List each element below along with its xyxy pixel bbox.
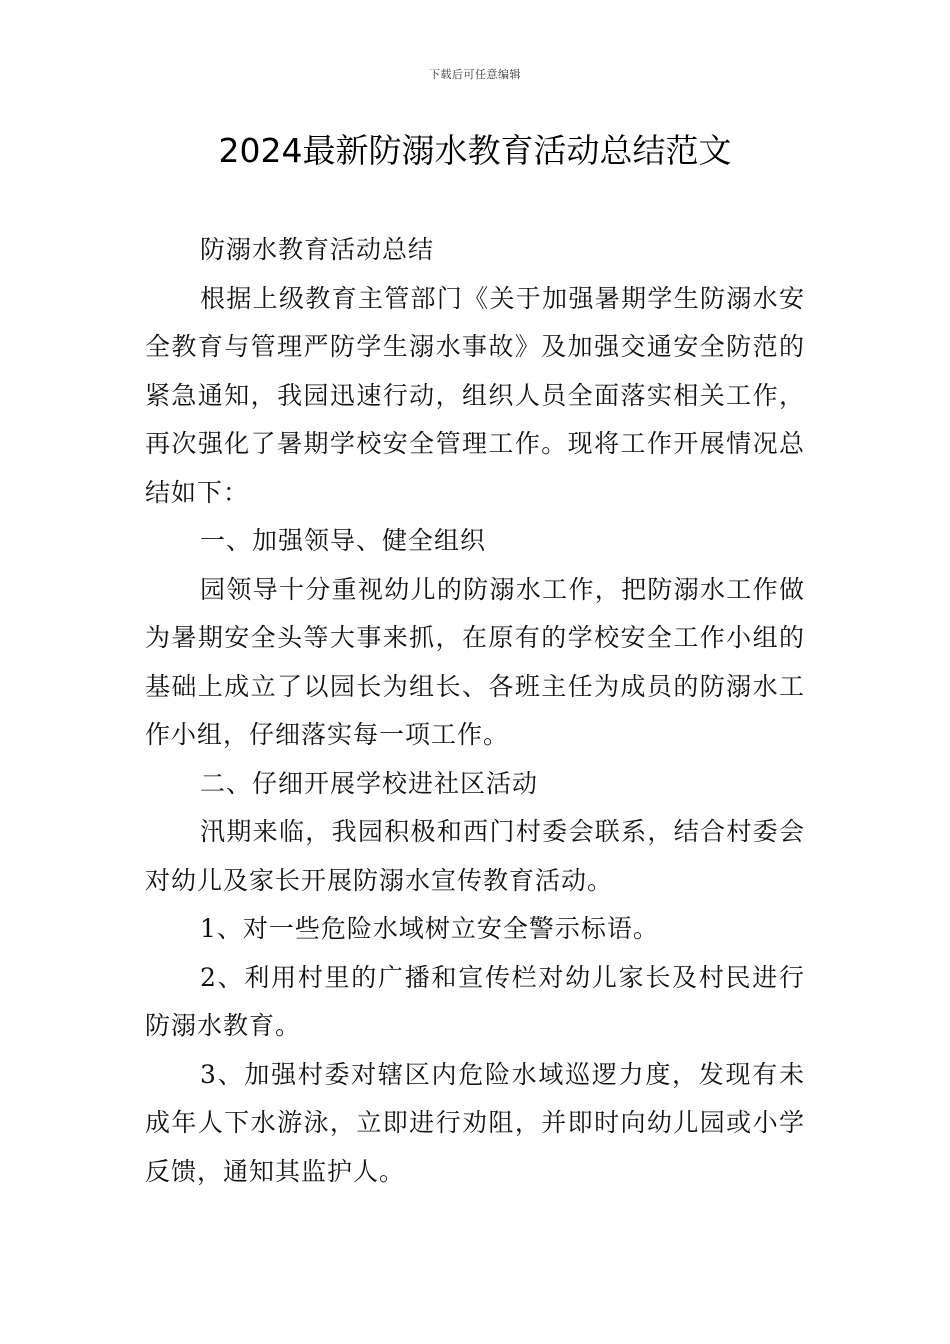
document-title: 2024最新防溺水教育活动总结范文 bbox=[218, 131, 732, 170]
section-heading-2: 二、仔细开展学校进社区活动 bbox=[200, 768, 539, 798]
paragraph-section-1: 园领导十分重视幼儿的防溺水工作，把防溺水工作做为暑期安全头等大事来抓，在原有的学校安全工作小组的基础上成立了以园长为组长、各班主任为成员的防溺水工作小组，仔细落实每一项工作。 bbox=[145, 574, 805, 749]
paragraph-subtitle: 防溺水教育活动总结 bbox=[200, 235, 435, 264]
list-item-2: 2、利用村里的广播和宣传栏对幼儿家长及村民进行防溺水教育。 bbox=[145, 962, 805, 1040]
page-header-note: 下载后可任意编辑 bbox=[429, 68, 521, 81]
paragraph-intro: 根据上级教育主管部门《关于加强暑期学生防溺水安全教育与管理严防学生溺水事故》及加强交通安全防范的紧急通知，我园迅速行动，组织人员全面落实相关工作，再次强化了暑期学校安全管理工作。现将工作开展情况总结如下： bbox=[145, 283, 805, 507]
document-body bbox=[145, 226, 805, 1196]
section-heading-1: 一、加强领导、健全组织 bbox=[200, 526, 487, 555]
list-item-3: 3、加强村委对辖区内危险水域巡逻力度，发现有未成年人下水游泳，立即进行劝阻，并即时向幼儿园或小学反馈，通知其监护人。 bbox=[145, 1059, 805, 1186]
paragraph-section-2: 汛期来临，我园积极和西门村委会联系，结合村委会对幼儿及家长开展防溺水宣传教育活动。 bbox=[145, 817, 805, 895]
list-item-1: 1、对一些危险水域树立安全警示标语。 bbox=[200, 914, 659, 943]
